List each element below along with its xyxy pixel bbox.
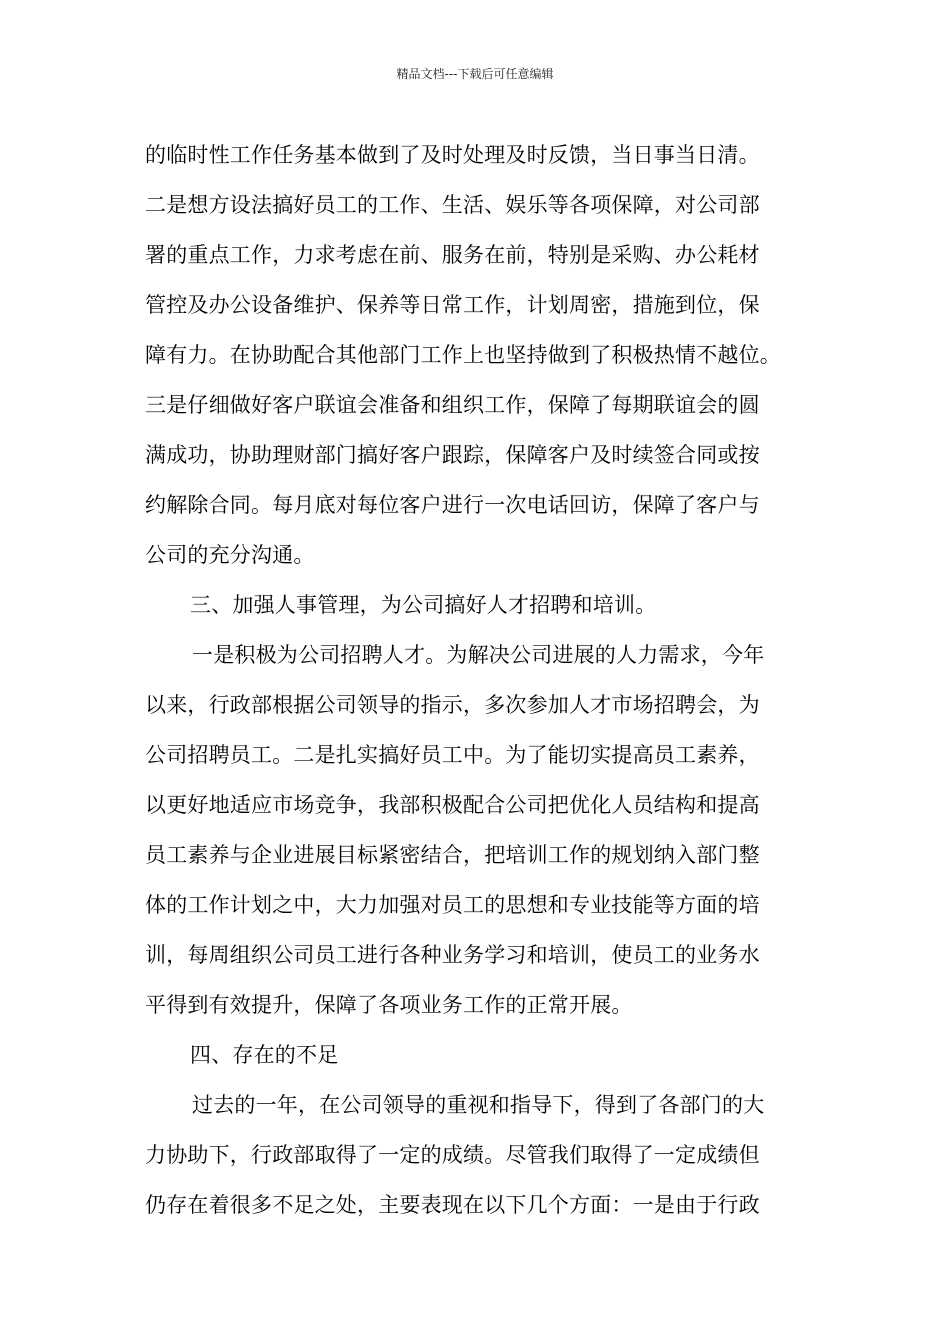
page-header: 精品文档---下载后可任意编辑 (396, 67, 554, 81)
text-line: 员工素养与企业进展目标紧密结合，把培训工作的规划纳入部门整 (145, 843, 760, 867)
text-line: 公司的充分沟通。 (145, 543, 315, 567)
paragraph-first-line: 一是积极为公司招聘人才。为解决公司进展的人力需求，今年 (192, 643, 765, 667)
text-line: 署的重点工作，力求考虑在前、服务在前，特别是采购、办公耗材 (145, 243, 760, 267)
text-line: 二是想方设法搞好员工的工作、生活、娱乐等各项保障，对公司部 (145, 193, 760, 217)
text-line: 平得到有效提升，保障了各项业务工作的正常开展。 (145, 993, 633, 1017)
section-heading: 四、存在的不足 (190, 1043, 339, 1067)
text-line: 障有力。在协助配合其他部门工作上也坚持做到了积极热情不越位。 (145, 343, 781, 367)
paragraph-first-line: 过去的一年，在公司领导的重视和指导下，得到了各部门的大 (192, 1093, 765, 1117)
text-line: 体的工作计划之中，大力加强对员工的思想和专业技能等方面的培 (145, 893, 760, 917)
text-line: 力协助下，行政部取得了一定的成绩。尽管我们取得了一定成绩但 (145, 1143, 760, 1167)
text-line: 仍存在着很多不足之处，主要表现在以下几个方面：一是由于行政 (145, 1193, 760, 1217)
text-line: 以更好地适应市场竞争，我部积极配合公司把优化人员结构和提高 (145, 793, 760, 817)
text-line: 的临时性工作任务基本做到了及时处理及时反馈，当日事当日清。 (145, 143, 760, 167)
text-line: 公司招聘员工。二是扎实搞好员工中。为了能切实提高员工素养， (145, 743, 760, 767)
document-body (145, 130, 817, 1230)
section-heading: 三、加强人事管理，为公司搞好人才招聘和培训。 (190, 593, 657, 617)
text-line: 三是仔细做好客户联谊会准备和组织工作，保障了每期联谊会的圆 (145, 393, 760, 417)
text-line: 约解除合同。每月底对每位客户进行一次电话回访，保障了客户与 (145, 493, 760, 517)
text-line: 管控及办公设备维护、保养等日常工作，计划周密，措施到位，保 (145, 293, 760, 317)
text-line: 满成功，协助理财部门搞好客户跟踪，保障客户及时续签合同或按 (145, 443, 760, 467)
text-line: 训，每周组织公司员工进行各种业务学习和培训，使员工的业务水 (145, 943, 760, 967)
text-line: 以来，行政部根据公司领导的指示，多次参加人才市场招聘会，为 (145, 693, 760, 717)
